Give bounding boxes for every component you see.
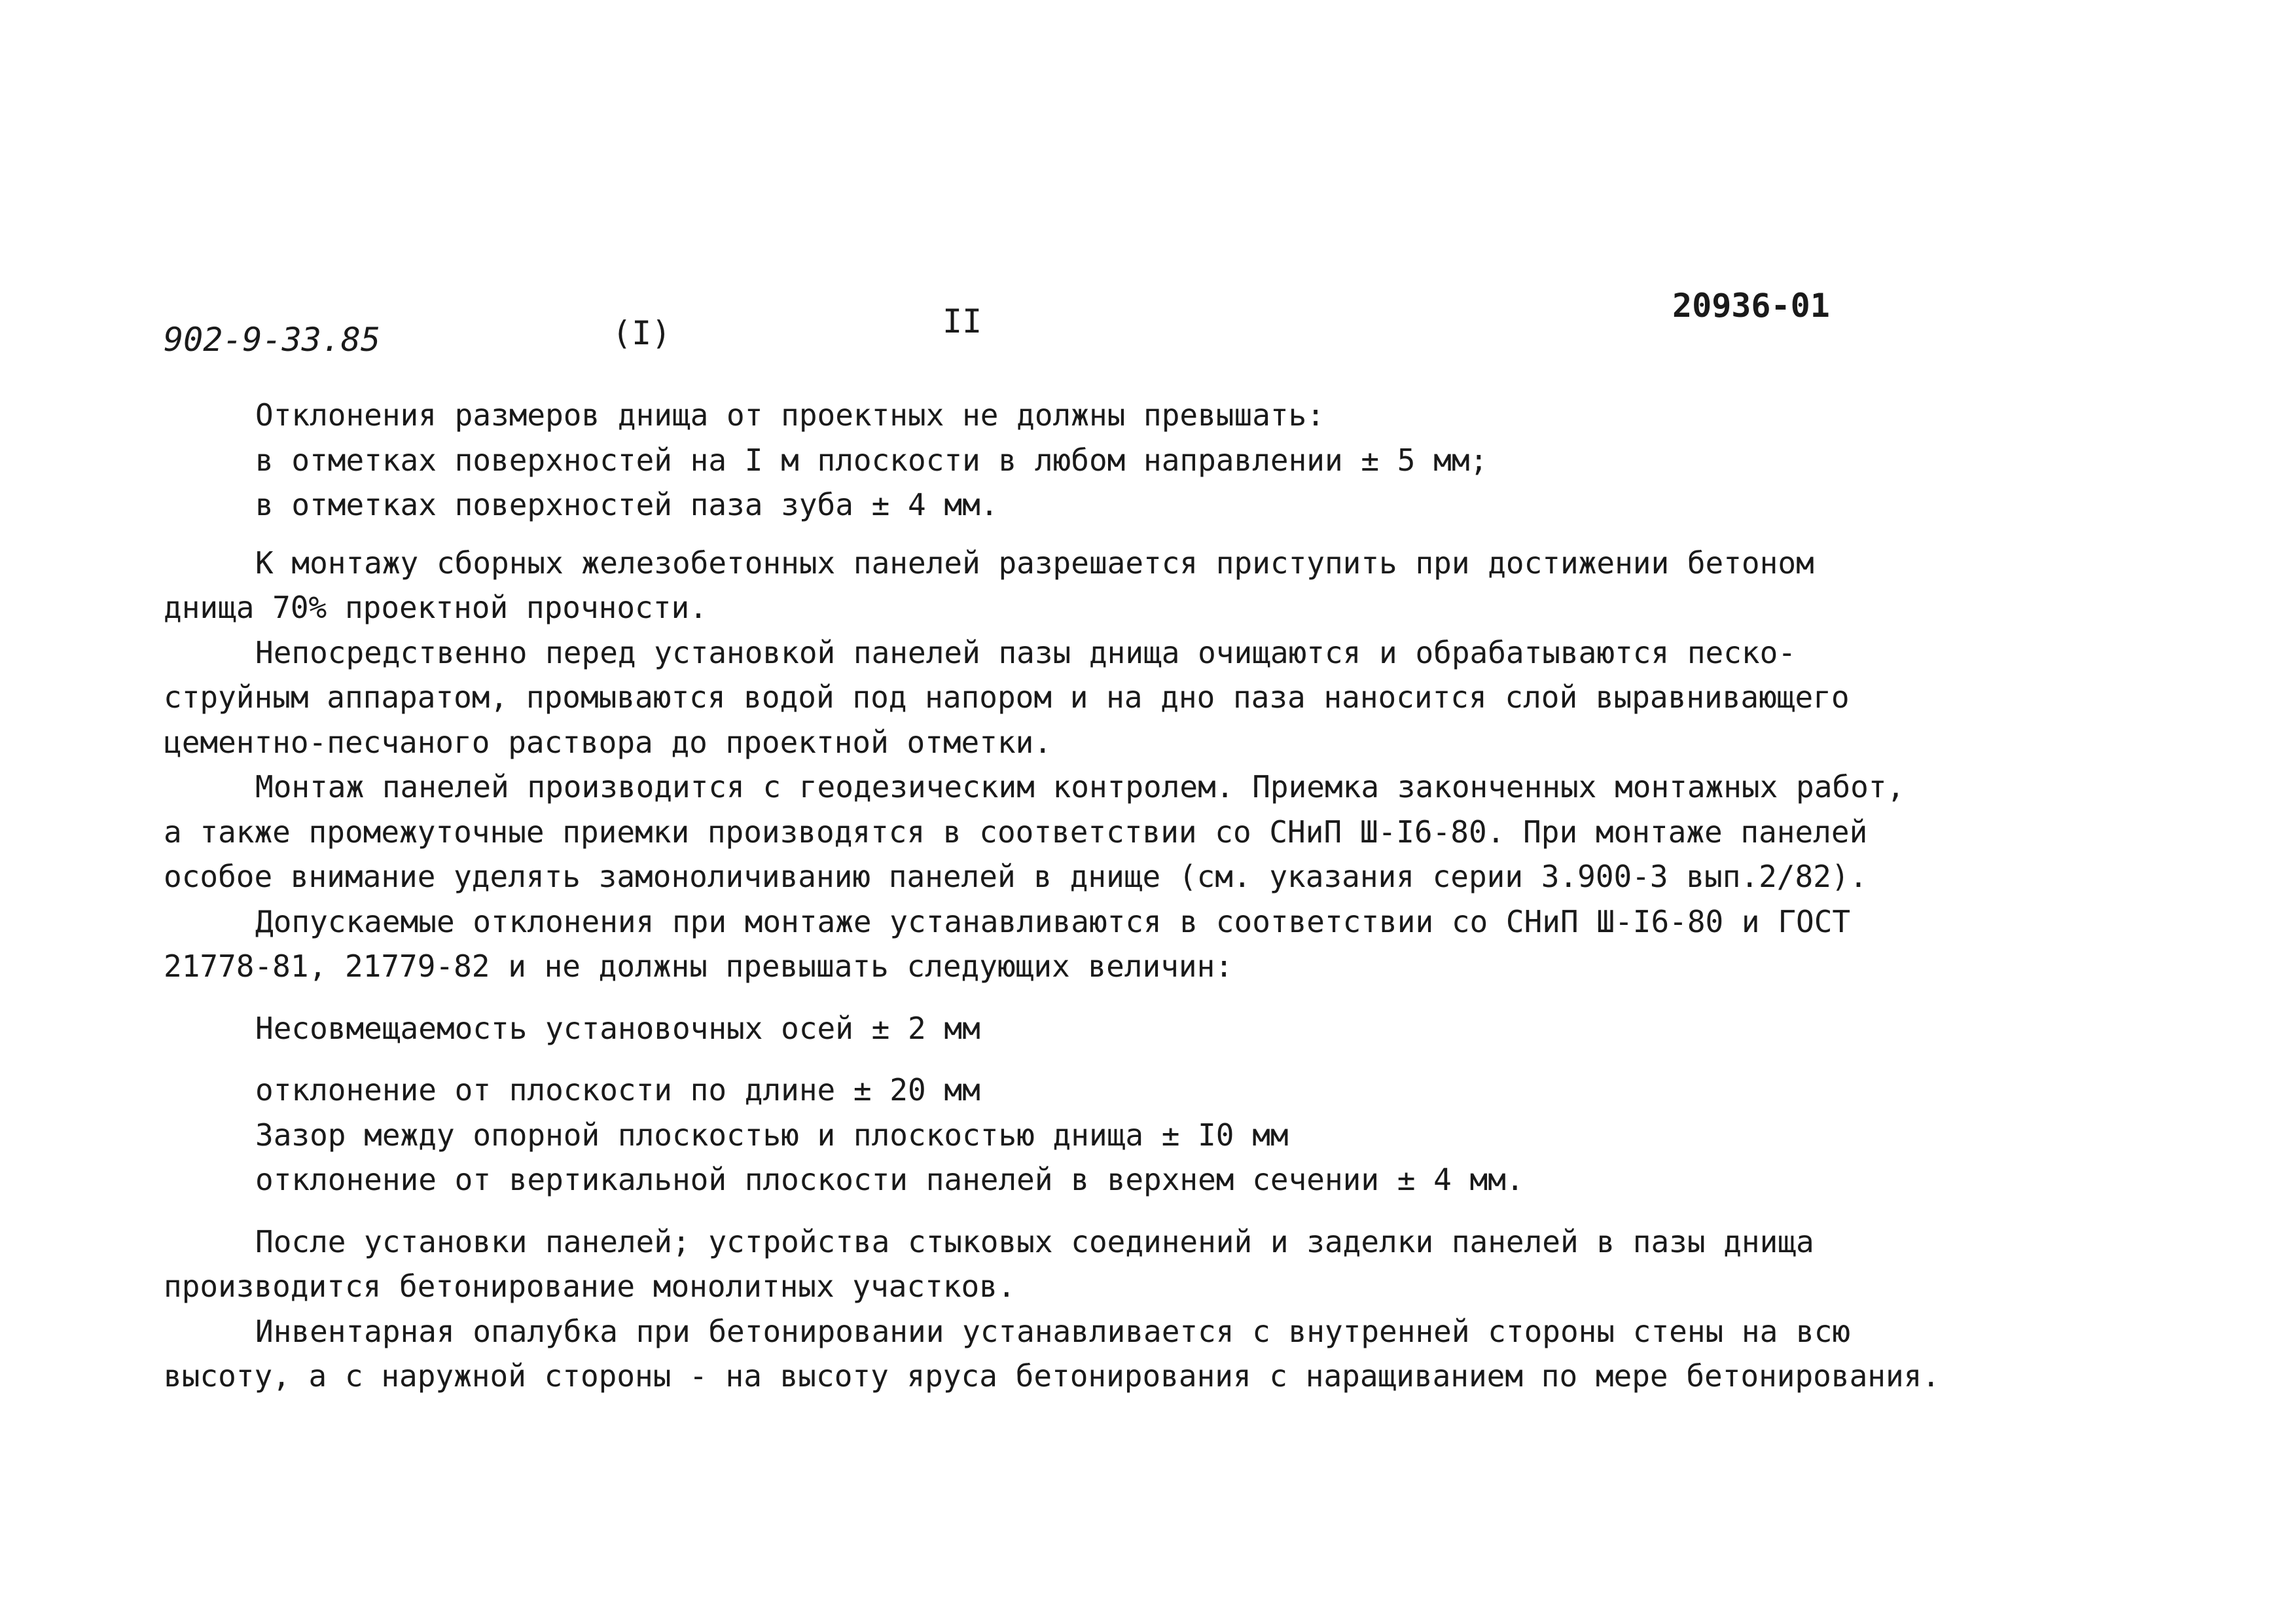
section-number: (I) — [612, 314, 672, 352]
text-line: Непосредственно перед установкой панелей пазы днища очищаются и обрабатываются песко- — [255, 634, 1797, 670]
text-line: Зазор между опорной плоскостью и плоскостью днища ± I0 мм — [255, 1117, 1289, 1153]
text-line: Несовмещаемость установочных осей ± 2 мм — [255, 1010, 980, 1046]
document-code: 902-9-33.85 — [164, 321, 381, 359]
text-line: После установки панелей; устройства стыковых соединений и заделки панелей в пазы днища — [255, 1223, 1814, 1259]
text-line: Монтаж панелей производится с геодезическим контролем. Приемка законченных монтажных работ, — [255, 769, 1905, 804]
text-line: отклонение от вертикальной плоскости панелей в верхнем сечении ± 4 мм. — [255, 1162, 1524, 1197]
text-line: К монтажу сборных железобетонных панелей разрешается приступить при достижении бетоном — [255, 545, 1814, 581]
text-line: высоту, а с наружной стороны - на высоту яруса бетонирования с наращиванием по мере бетонирования. — [164, 1358, 1941, 1394]
text-line: производится бетонирование монолитных участков. — [164, 1269, 1016, 1304]
page-number: II — [942, 302, 982, 340]
text-line: Допускаемые отклонения при монтаже устанавливаются в соответствии со СНиП Ш-I6-80 и ГОСТ — [255, 903, 1851, 939]
text-line: особое внимание уделять замоноличиванию панелей в днище (см. указания серии 3.900-3 вып.2/82). — [164, 859, 1868, 894]
document-body — [164, 393, 1996, 1399]
text-line: в отметках поверхностей на I м плоскости в любом направлении ± 5 мм; — [255, 442, 1488, 478]
text-line: Инвентарная опалубка при бетонировании устанавливается с внутренней стороны стены на всю — [255, 1313, 1851, 1349]
text-line: в отметках поверхностей паза зуба ± 4 мм. — [255, 487, 999, 522]
text-line: струйным аппаратом, промываются водой под напором и на дно паза наносится слой выравнивающего — [164, 679, 1850, 715]
sheet-number: 20936-01 — [1672, 287, 1830, 325]
text-line: 21778-81, 21779-82 и не должны превышать следующих величин: — [164, 948, 1233, 984]
text-line: цементно-песчаного раствора до проектной отметки. — [164, 724, 1052, 760]
text-line: Отклонения размеров днища от проектных не должны превышать: — [255, 397, 1325, 433]
text-line: отклонение от плоскости по длине ± 20 мм — [255, 1072, 980, 1108]
text-line: днища 70% проектной прочности. — [164, 590, 708, 625]
text-line: а также промежуточные приемки производятся в соответствии со СНиП Ш-I6-80. При монтаже панелей — [164, 814, 1868, 850]
